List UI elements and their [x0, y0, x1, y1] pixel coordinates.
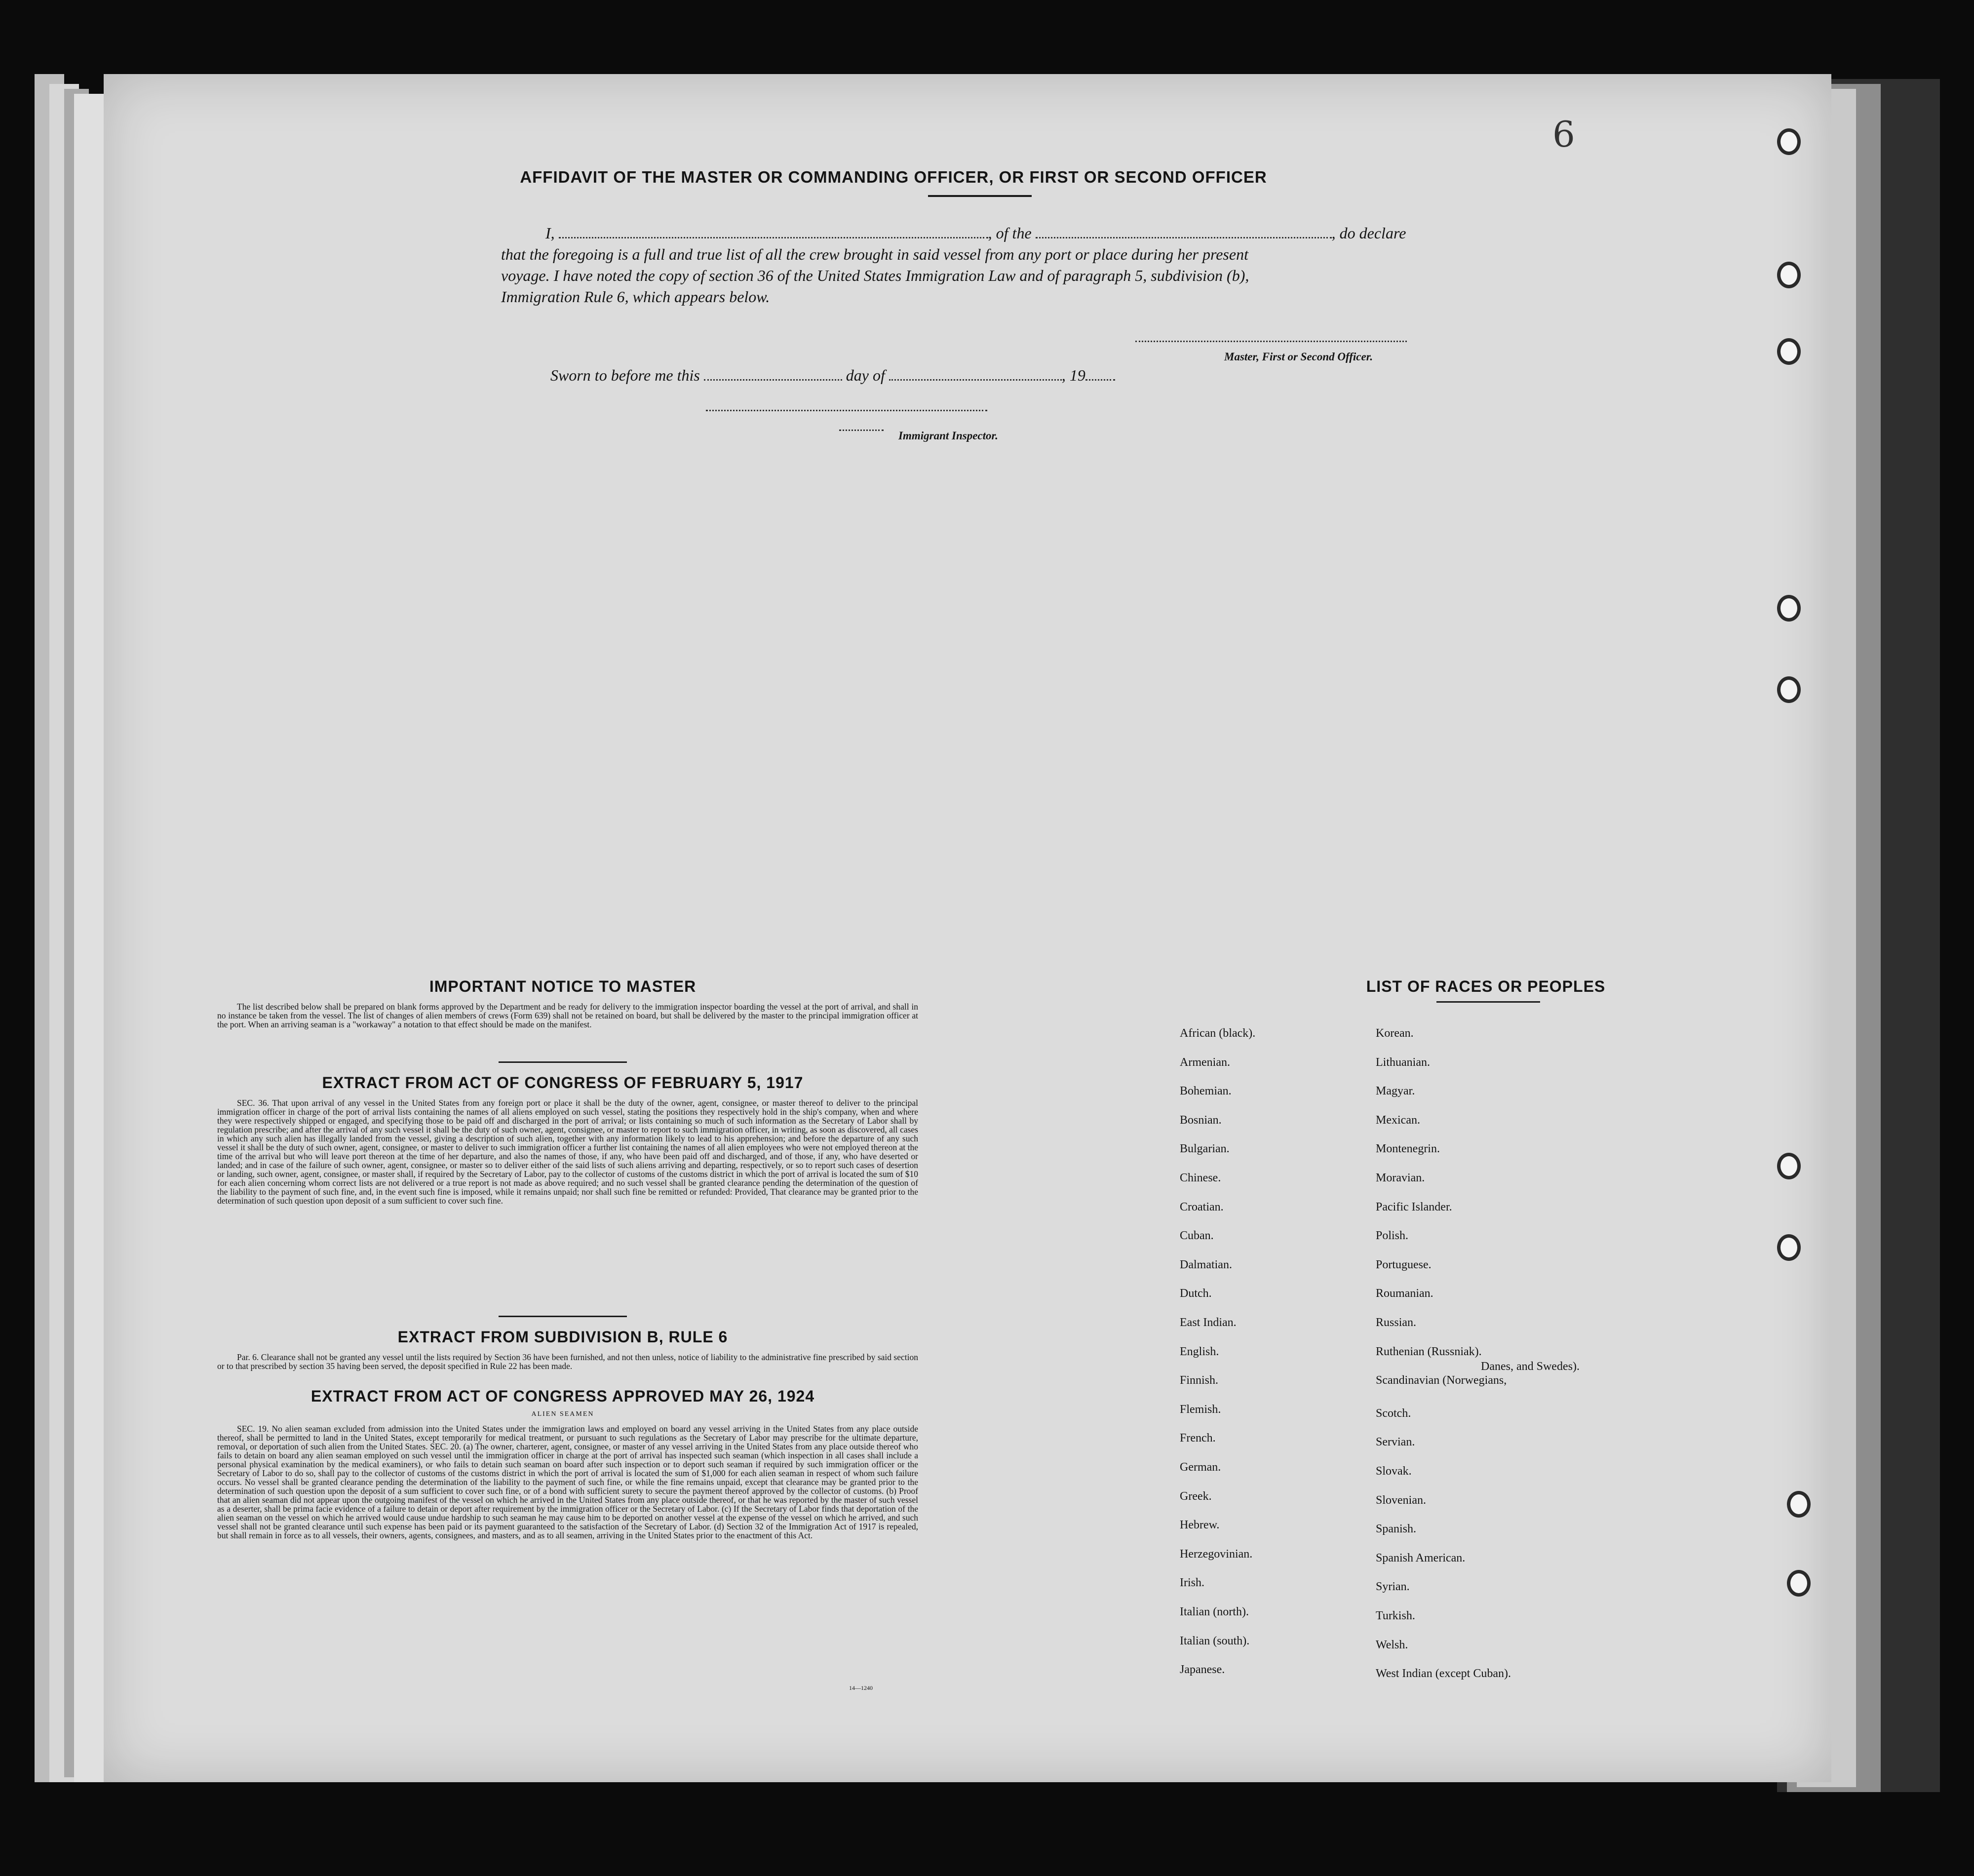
race-item: Irish.: [1180, 1576, 1204, 1590]
race-item: Armenian.: [1180, 1055, 1230, 1069]
extract-1917-title: EXTRACT FROM ACT OF CONGRESS OF FEBRUARY 5, 1917: [322, 1074, 804, 1092]
race-item: Korean.: [1376, 1027, 1414, 1040]
race-item: Cuban.: [1180, 1229, 1214, 1243]
race-item: Magyar.: [1376, 1085, 1415, 1098]
affidavit-declare: , do declare: [1331, 224, 1406, 242]
race-item: Bohemian.: [1180, 1085, 1232, 1098]
race-item: Slovenian.: [1376, 1493, 1426, 1507]
punch-hole-icon: [1777, 595, 1801, 622]
race-item: Croatian.: [1180, 1200, 1224, 1213]
race-item: Japanese.: [1180, 1663, 1225, 1677]
sworn-day-field[interactable]: [704, 379, 842, 381]
races-rule: [1436, 1001, 1540, 1003]
punch-hole-icon: [1777, 262, 1801, 288]
affidavit-i: I,: [545, 224, 555, 242]
race-item: Ruthenian (Russniak).: [1376, 1345, 1482, 1358]
affidavit-line-4: Immigration Rule 6, which appears below.: [501, 288, 770, 306]
form-number: 14—1240: [849, 1684, 873, 1691]
race-item: Dalmatian.: [1180, 1258, 1232, 1271]
sworn-month-field[interactable]: [889, 379, 1062, 381]
master-signature-label: Master, First or Second Officer.: [1224, 351, 1373, 363]
race-item: Danes, and Swedes).: [1481, 1360, 1580, 1373]
race-item: Russian.: [1376, 1316, 1417, 1329]
race-item: Portuguese.: [1376, 1258, 1432, 1271]
year-prefix: , 19: [1061, 366, 1085, 384]
race-item: Syrian.: [1376, 1580, 1410, 1594]
punch-hole-icon: [1777, 1234, 1801, 1261]
sworn-label: Sworn to before me this: [550, 366, 700, 384]
sworn-year-field[interactable]: [1085, 379, 1115, 381]
race-item: Spanish.: [1376, 1523, 1417, 1536]
race-item: Spanish American.: [1376, 1551, 1466, 1564]
affidavit-title: AFFIDAVIT OF THE MASTER OR COMMANDING OFFICER, OR FIRST OR SECOND OFFICER: [520, 168, 1267, 186]
extract-rule6-title: EXTRACT FROM SUBDIVISION B, RULE 6: [397, 1328, 728, 1346]
race-item: Dutch.: [1180, 1287, 1212, 1300]
race-item: Montenegrin.: [1376, 1142, 1440, 1156]
race-item: Mexican.: [1376, 1113, 1420, 1127]
affidavit-line-2: that the foregoing is a full and true list of all the crew brought in said vessel from any port or place during her present: [501, 245, 1248, 263]
race-item: Lithuanian.: [1376, 1055, 1430, 1069]
race-item: Chinese.: [1180, 1172, 1221, 1184]
day-of-label: day of: [846, 366, 885, 384]
vessel-name-field[interactable]: [1036, 237, 1332, 238]
extract-1917-body: SEC. 36. That upon arrival of any vessel in the United States from any foreign port or place it shall be the duty of the owner, agent, consignee, or master thereof to deliver to the principal immigration officer in charge of the port of arrival lists containing the names of all aliens employed on such vessel, stating the positions they respectively hold in the ship's company, when and where they were respectively shipped or engaged, and specifying those to be paid off and discharged in the port of arrival; or lists containing so much of such information as the Secretary of Labor shall by regulation prescribe; and after the arrival of any such vessel it shall be the duty of such owner, agent, consignee, or master to report to such immigration officer, in writing, as soon as discovered, all cases in which any such alien has illegally landed from the vessel, giving a description of such alien, together with any information likely to lead to his apprehension; and before the departure of any such vessel it shall be the duty of such owner, agent, consignee, or master to deliver to such immigration officer a further list containing the names of all alien employees who were not employed thereon at the time of the arrival but who will leave port thereon at the time of her departure, and also the names of those, if any, who have been paid off and discharged, and of those, if any, who have deserted or landed; and in case of the failure of such owner, agent, consignee, or master so to deliver either of the said lists of such aliens arriving and departing, respectively, or so to report such cases of desertion or landing, such owner, agent, consignee, or master shall, if required by the Secretary of Labor, pay to the collector of customs of the customs district in which the port of arrival is located the sum of $10 for each alien concerning whom correct lists are not delivered or a true report is not made as above required; and no such vessel shall be granted clearance pending the determination of the question of the liability to the payment of such fine, and, in the event such fine is imposed, while it remains unpaid; nor shall such fine be remitted or refunded: Provided, That clearance may be granted prior to the determination of such question upon deposit of a sum sufficient to cover such fine.: [217, 1098, 918, 1206]
master-signature-field[interactable]: [1135, 341, 1407, 342]
race-item: Greek.: [1180, 1489, 1212, 1503]
punch-hole-icon: [1787, 1570, 1811, 1597]
manifest-page: [104, 74, 1831, 1782]
race-item: Flemish.: [1180, 1403, 1221, 1416]
race-item: East Indian.: [1180, 1316, 1237, 1329]
punch-hole-icon: [1777, 1153, 1801, 1179]
punch-hole-icon: [1777, 338, 1801, 365]
affidavit-line-3: voyage. I have noted the copy of section 36 of the United States Immigration Law and of paragraph 5, subdivision (b),: [501, 267, 1249, 284]
race-item: German.: [1180, 1461, 1221, 1474]
race-item: Polish.: [1376, 1229, 1409, 1243]
race-item: Slovak.: [1376, 1465, 1412, 1478]
inspector-signature-field[interactable]: [706, 410, 987, 411]
race-item: Welsh.: [1376, 1638, 1408, 1651]
notice-title: IMPORTANT NOTICE TO MASTER: [429, 977, 697, 995]
race-item: African (black).: [1180, 1027, 1256, 1040]
section-rule: [499, 1316, 627, 1317]
race-item: Turkish.: [1376, 1609, 1415, 1622]
section-rule: [499, 1061, 627, 1063]
extract-rule6-body: Par. 6. Clearance shall not be granted any vessel until the lists required by Section 36 have been furnished, and not then unless, notice of liability to the administrative fine prescribed by said section or to that prescribed by section 35 having been served, the deposit specified in Rule 22 has been made.: [217, 1353, 918, 1371]
race-item: Herzegovinian.: [1180, 1547, 1253, 1561]
race-item: Bulgarian.: [1180, 1142, 1230, 1156]
race-item: Scandinavian (Norwegians,: [1376, 1374, 1507, 1387]
race-item: Hebrew.: [1180, 1519, 1220, 1532]
extract-1924-body: SEC. 19. No alien seaman excluded from admission into the United States under the immigration laws and employed on board any vessel arriving in the United States from any place outside thereof, shall be permitted to land in the United States, except temporarily for medical treatment, or pursuant to such regulations as the Secretary of Labor may prescribe for the ultimate departure, removal, or deportation of such alien from the United States. SEC. 20. (a) The owner, charterer, agent, consignee, or master of any vessel arriving in the United States from any place outside thereof who fails to detain on board any alien seaman employed on such vessel until the immigration officer in charge at the port of arrival has inspected such seaman (which inspection in all cases shall include a personal physical examination by the medical examiners), or who fails to detain such seaman on board after such inspection or to deport such seaman if required by such immigration officer or the Secretary of Labor to do so, shall pay to the collector of customs of the customs district in which the port of arrival is located the sum of $1,000 for each alien seaman in respect of whom such failure occurs. No vessel shall be granted clearance pending the determination of the liability to the payment of such fine, or while the fine remains unpaid, except that clearance may be granted prior to the determination of such question upon the deposit of a sum sufficient to cover such fine, or of a bond with sufficient surety to secure the payment thereof approved by the collector of customs. (b) Proof that an alien seaman did not appear upon the outgoing manifest of the vessel on which he arrived in the United States from any place outside thereof, or that he was reported by the master of such vessel as a deserter, shall be prima facie evidence of a failure to detain or deport after requirement by the immigration officer or the Secretary of Labor. (c) If the Secretary of Labor finds that deportation of the alien seaman on the vessel on which he arrived would cause undue hardship to such seaman he may cause him to be deported on another vessel at the expense of the vessel on which he arrived, and such vessel shall not be granted clearance until such expense has been paid or its payment guaranteed to the satisfaction of the Secretary of Labor. (d) Section 32 of the Immigration Act of 1917 is repealed, but shall remain in force as to all vessels, their owners, agents, consignees, and masters, and as to all seamen, arriving in the United States prior to the enactment of this Act.: [217, 1424, 918, 1540]
title-rule: [928, 195, 1032, 197]
race-item: Italian (north).: [1180, 1605, 1249, 1618]
race-item: French.: [1180, 1432, 1216, 1445]
race-item: Scotch.: [1376, 1407, 1411, 1420]
punch-hole-icon: [1777, 676, 1801, 703]
race-item: West Indian (except Cuban).: [1376, 1667, 1511, 1681]
affidavit-of-the: , of the: [988, 224, 1032, 242]
alien-seamen-subtitle: ALIEN SEAMEN: [531, 1410, 594, 1418]
extract-1924-title: EXTRACT FROM ACT OF CONGRESS APPROVED MAY 26, 1924: [310, 1387, 815, 1405]
master-name-field[interactable]: [559, 237, 988, 238]
race-item: Finnish.: [1180, 1374, 1219, 1387]
punch-hole-icon: [1777, 128, 1801, 155]
affidavit-line-1: [545, 223, 1562, 243]
punch-hole-icon: [1787, 1491, 1811, 1518]
race-item: Roumanian.: [1376, 1287, 1433, 1300]
races-title: LIST OF RACES OR PEOPLES: [1366, 977, 1606, 995]
race-item: Pacific Islander.: [1376, 1200, 1452, 1213]
race-item: Servian.: [1376, 1436, 1415, 1449]
race-item: Italian (south).: [1180, 1634, 1250, 1647]
inspector-label: Immigrant Inspector.: [898, 430, 998, 442]
race-item: English.: [1180, 1345, 1219, 1358]
race-item: Bosnian.: [1180, 1113, 1222, 1127]
sworn-line: [550, 365, 1340, 385]
page-number: 6: [1552, 114, 1575, 155]
race-item: Moravian.: [1376, 1172, 1425, 1184]
notice-body: The list described below shall be prepared on blank forms approved by the Department and be ready for delivery to the immigration inspector boarding the vessel at the port of arrival, and shall in no instance be taken from the vessel. The list of changes of alien members of crews (Form 639) shall not be retained on board, but shall be delivered by the master to the principal immigration officer at the port. When an arriving seaman is a "workaway" a notation to that effect should be made on the manifest.: [217, 1002, 918, 1029]
inspector-dots: [839, 430, 884, 431]
